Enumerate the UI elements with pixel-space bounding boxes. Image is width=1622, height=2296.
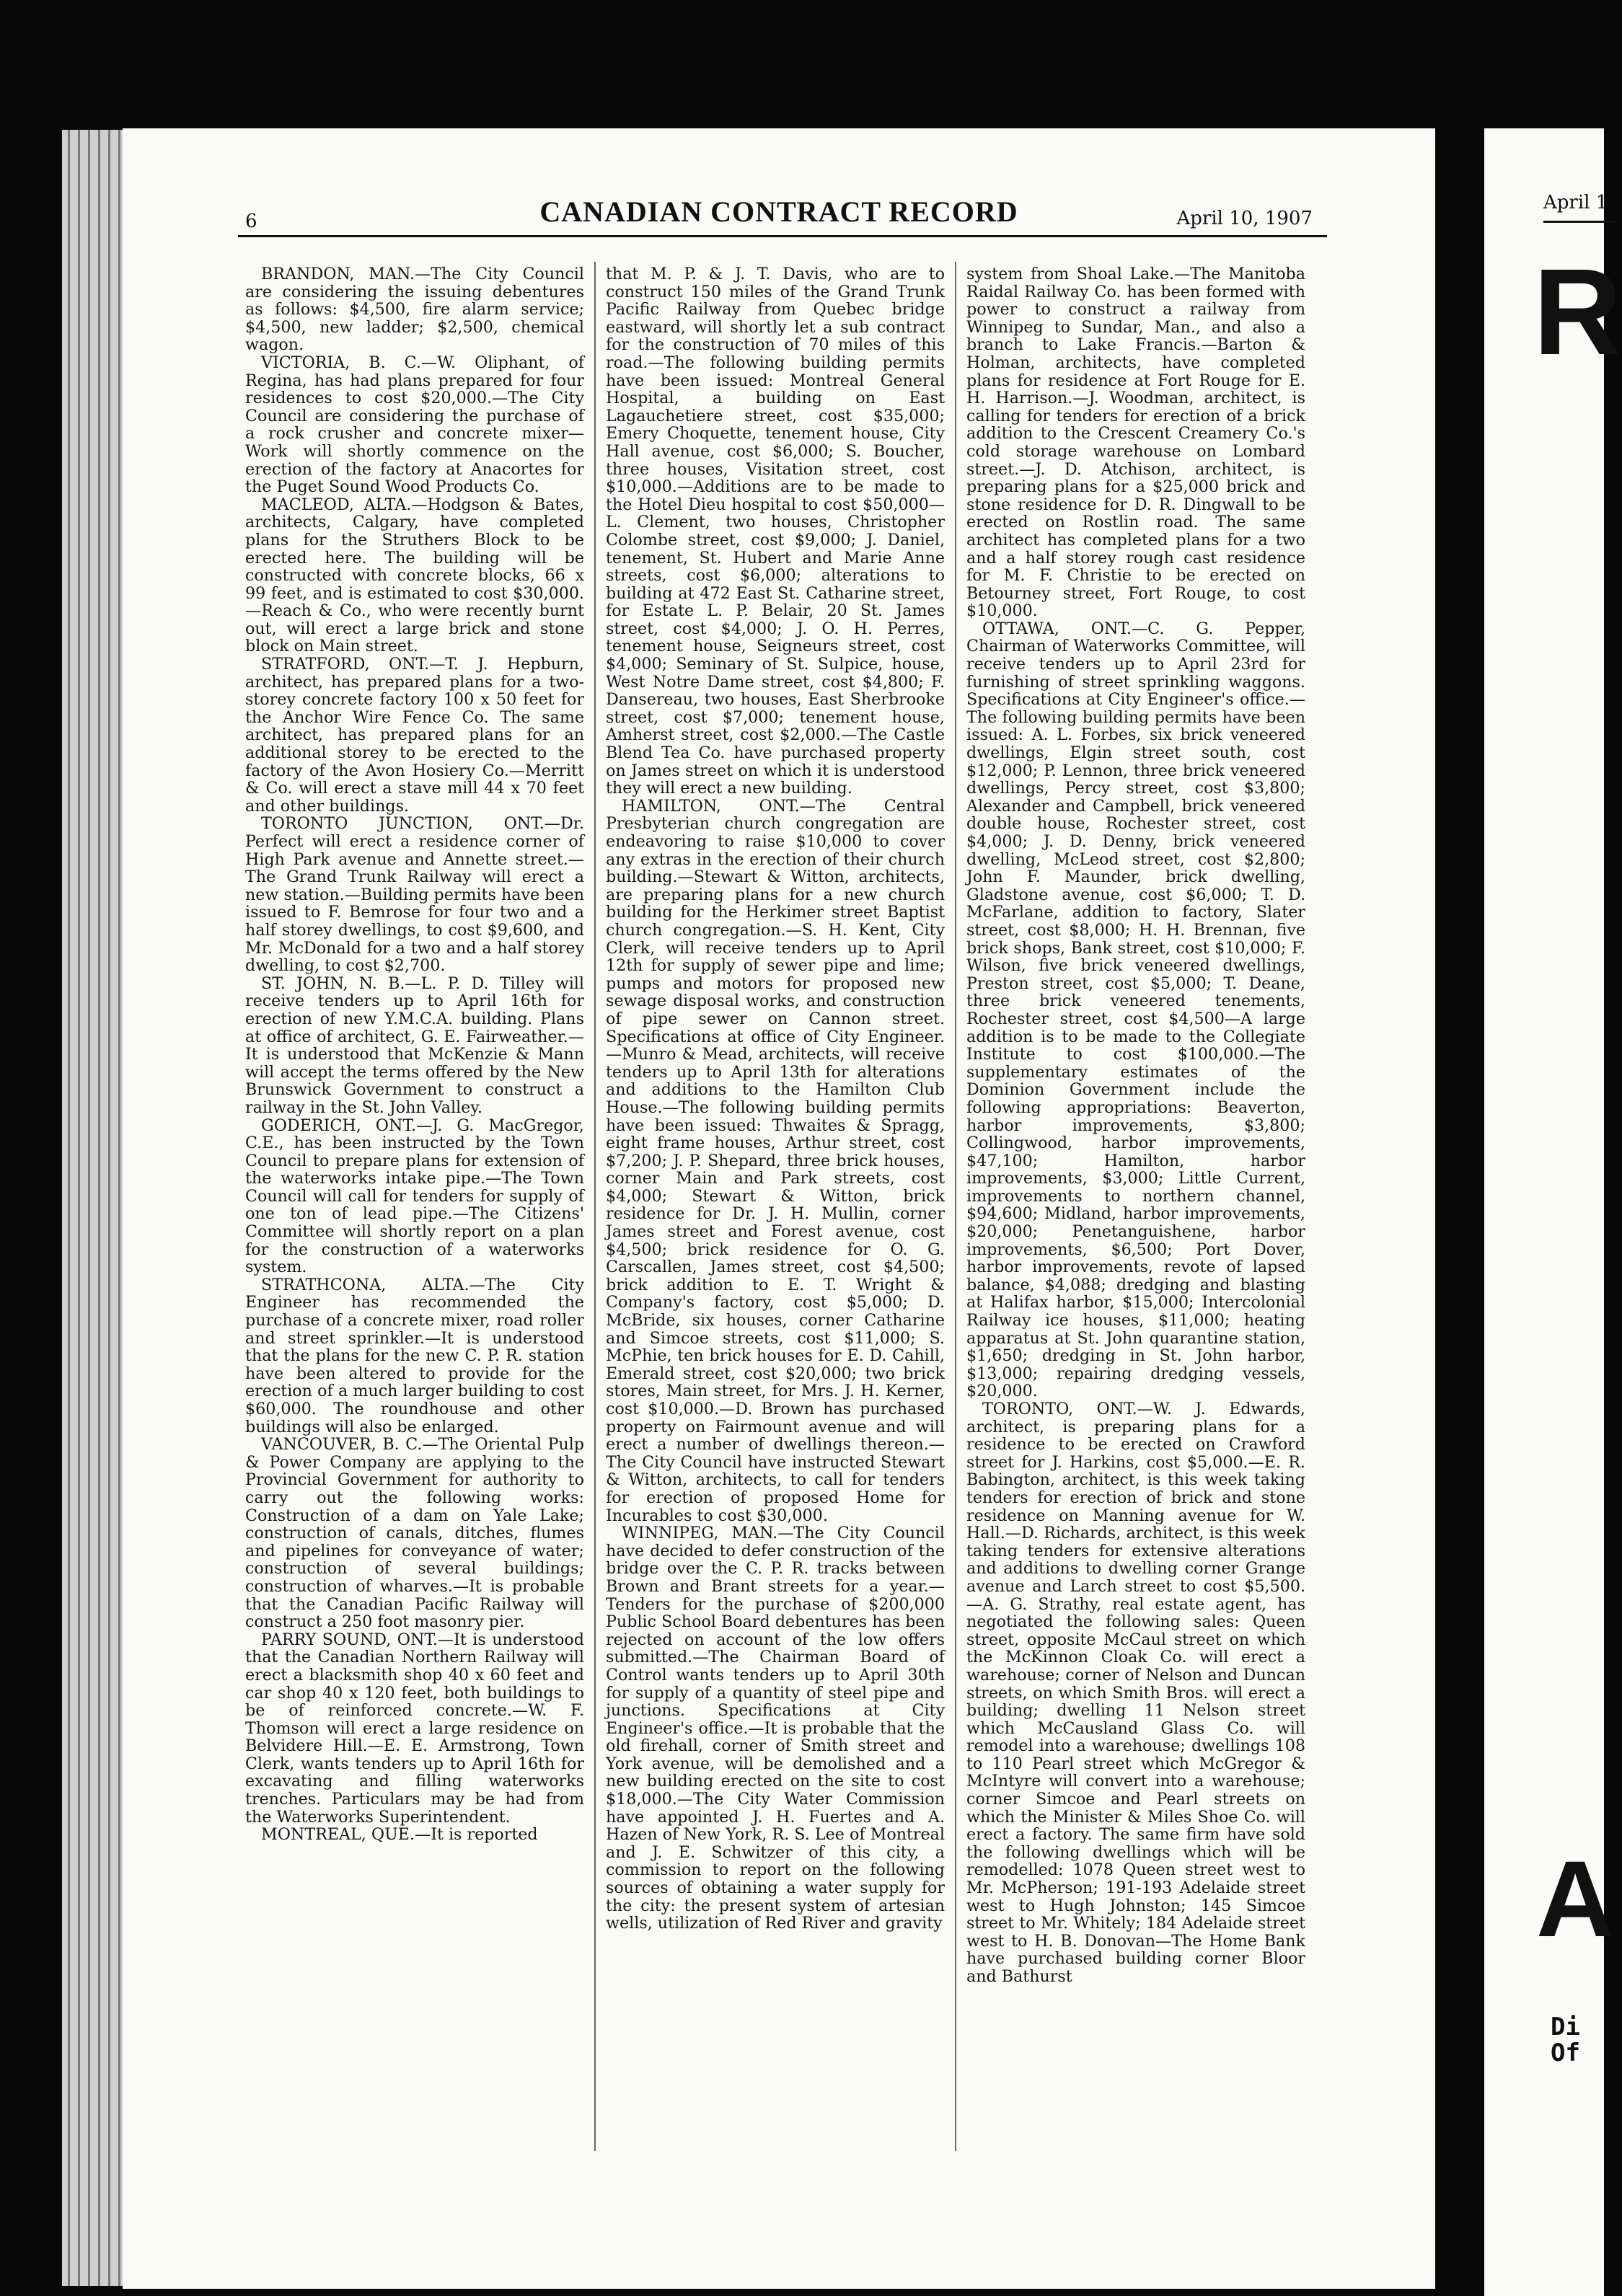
page-stack-edge	[62, 130, 123, 2286]
issue-date: April 10, 1907	[1176, 208, 1313, 229]
header-rule	[238, 235, 1327, 237]
column-rule-2	[955, 262, 956, 2151]
adjacent-page	[1484, 128, 1622, 2296]
main-page	[123, 128, 1435, 2289]
article-victoria: VICTORIA, B. C.—W. Oliphant, of Regina, has had plans prepared for four residences to cost $20,000.—The City Council are considering the purchase of a rock crusher and concrete mixer—Work will shortly commence on the erection of the factory at Anacortes for the Puget Sound Wood Products Co.	[245, 353, 584, 497]
article-macleod: MACLEOD, ALTA.—Hodgson & Bates, architects, Calgary, have completed plans for the Struthers Block to be erected here. The building will be constructed with concrete blocks, 66 x 99 feet, and is estimated to cost $30,000.—Reach & Co., who were recently burnt out, will erect a large brick and stone block on Main street.	[245, 495, 584, 656]
article-ottawa: OTTAWA, ONT.—C. G. Pepper, Chairman of Waterworks Committee, will receive tenders up to April 23rd for furnishing of street sprinkling waggons. Specifications at City Engineer's office.—The following building permits have been issued: A. L. Forbes, six brick veneered dwellings, Elgin street south, cost $12,000; P. Lennon, three brick veneered dwellings, Percy street, cost $3,800; Alexander and Campbell, brick veneered double house, Rochester street, cost $4,000; J. D. Denny, brick veneered dwelling, McLeod street, cost $2,800; John F. Maunder, brick dwelling, Gladstone avenue, cost $6,000; T. D. McFarlane, addition to factory, Slater street, cost $8,000; H. H. Brennan, five brick shops, Bank street, cost $10,000; F. Wilson, five brick veneered dwellings, Preston street, cost $5,000; T. Deane, three brick veneered tenements, Rochester street, cost $4,500—A large addition is to be made to the Collegiate Institute to cost $100,000.—The supplementary estimates of the Dominion Government include the following appropriations: Beaverton, harbor improvements, $3,800; Collingwood, harbor improvements, $47,100; Hamilton, harbor improvements, $3,000; Little Current, improvements to northern channel, $94,600; Midland, harbor improvements, $20,000; Penetanguishene, harbor improvements, $6,500; Port Dover, harbor improvements, revote of lapsed balance, $4,088; dredging and blasting at Halifax harbor, $15,000; Intercolonial Railway ice houses, $11,000; heating apparatus at St. John quarantine station, $1,650; dredging in St. John harbor, $13,000; repairing dredging vessels, $20,000.	[966, 619, 1305, 1401]
article-st-john: ST. JOHN, N. B.—L. P. D. Tilley will receive tenders up to April 16th for erection of new Y.M.C.A. building. Plans at office of architect, G. E. Fairweather.—It is understood that McKenzie & Mann will accept the terms offered by the New Brunswick Government to construct a railway in the St. John Valley.	[245, 973, 584, 1117]
article-winnipeg-cont: system from Shoal Lake.—The Manitoba Raidal Railway Co. has been formed with power to construct a railway from Winnipeg to Sundar, Man., and also a branch to Lake Francis.—Barton & Holman, architects, have completed plans for residence at Fort Rouge for E. H. Harrison.—J. Woodman, architect, is calling for tenders for erection of a brick addition to the Crescent Creamery Co.'s cold storage warehouse on Lombard street.—J. D. Atchison, architect, is preparing plans for a $25,000 brick and stone residence for D. R. Dingwall to be erected on Rostlin road. The same architect has completed plans for a two and a half storey rough cast residence for M. F. Christie to be erected on Betourney street, Fort Rouge, to cost $10,000.	[966, 265, 1305, 621]
article-toronto-junction: TORONTO JUNCTION, ONT.—Dr. Perfect will erect a residence corner of High Park avenue and Annette street.—The Grand Trunk Railway will erect a new station.—Building permits have been issued to F. Bemrose for four two and a half storey dwellings, to cost $9,600, and Mr. McDonald for a two and a half storey dwelling, to cost $2,700.	[245, 814, 584, 976]
article-vancouver: VANCOUVER, B. C.—The Oriental Pulp & Power Company are applying to the Provincial Government for authority to carry out the following works: Construction of a dam on Yale Lake; construction of canals, ditches, flumes and pipelines for conveyance of water; construction of several buildings; construction of wharves.—It is probable that the Canadian Pacific Railway will construct a 250 foot masonry pier.	[245, 1435, 584, 1632]
adjacent-page-date: April 1	[1543, 192, 1608, 213]
article-montreal-start: MONTREAL, QUE.—It is reported	[261, 1825, 538, 1845]
column-1	[245, 265, 584, 1844]
article-montreal-cont: that M. P. & J. T. Davis, who are to construct 150 miles of the Grand Trunk Pacific Railway from Quebec bridge eastward, will shortly let a sub contract for the construction of 70 miles of this road.—The following building permits have been issued: Montreal General Hospital, a building on East Lagauchetiere street, cost $35,000; Emery Choquette, tenement house, City Hall avenue, cost $6,000; S. Boucher, three houses, Visitation street, cost $10,000.—Additions are to be made to the Hotel Dieu hospital to cost $50,000—L. Clement, two houses, Christopher Colombe street, cost $9,000; J. Daniel, tenement, St. Hubert and Marie Anne streets, cost $6,000; alterations to building at 472 East St. Catharine street, for Estate L. P. Belair, 20 St. James street, cost $4,000; J. O. H. Perres, tenement house, Seigneurs street, cost $4,000; Seminary of St. Sulpice, house, West Notre Dame street, cost $4,800; F. Dansereau, two houses, East Sherbrooke street, cost $7,000; tenement house, Amherst street, cost $2,000.—The Castle Blend Tea Co. have purchased property on James street on which it is understood they will erect a new building.	[606, 265, 945, 798]
adjacent-small-text-2: Of	[1551, 2039, 1580, 2067]
article-toronto: TORONTO, ONT.—W. J. Edwards, architect, is preparing plans for a residence to be erected on Crawford street for J. Harkins, cost $5,000.—E. R. Babington, architect, is this week taking tenders for erection of brick and stone residence on Manning avenue for W. Hall.—D. Richards, architect, is this week taking tenders for extensive alterations and additions to dwelling corner Grange avenue and Larch street to cost $5,500.—A. G. Strathy, real estate agent, has negotiated the following sales: Queen street, opposite McCaul street on which the McKinnon Cloak Co. will erect a warehouse; corner of Nelson and Duncan streets, on which Smith Bros. will erect a building; dwelling 11 Nelson street which McCausland Glass Co. will remodel into a warehouse; dwellings 108 to 110 Pearl street which McGregor & McIntyre will convert into a warehouse; corner Simcoe and Pearl streets on which the Minister & Miles Shoe Co. will erect a factory. The same firm have sold the following dwellings which will be remodelled: 1078 Queen street west to Mr. McPherson; 191-193 Adelaide street west to Hugh Johnston; 145 Simcoe street to Mr. Whitely; 184 Adelaide street west to H. B. Donovan—The Home Bank have purchased building corner Bloor and Bathurst	[966, 1400, 1305, 1986]
adjacent-big-letter-a: A	[1536, 1838, 1615, 1959]
adjacent-header-rule	[1543, 221, 1616, 223]
article-strathcona: STRATHCONA, ALTA.—The City Engineer has recommended the purchase of a concrete mixer, road roller and street sprinkler.—It is understood that the plans for the new C. P. R. station have been altered to provide for the erection of a much larger building to cost $60,000. The roundhouse and other buildings will also be enlarged.	[245, 1275, 584, 1436]
column-2	[606, 265, 945, 1933]
column-rule-1	[594, 262, 596, 2151]
journal-title: CANADIAN CONTRACT RECORD	[539, 195, 1018, 228]
article-goderich: GODERICH, ONT.—J. G. MacGregor, C.E., has been instructed by the Town Council to prepare plans for extension of the waterworks intake pipe.—The Town Council will call for tenders for supply of one ton of lead pipe.—The Citizens' Committee will shortly report on a plan for the construction of a waterworks system.	[245, 1116, 584, 1277]
adjacent-small-text-1: Di	[1551, 2013, 1580, 2041]
article-winnipeg: WINNIPEG, MAN.—The City Council have decided to defer construction of the bridge over the C. P. R. tracks between Brown and Brant streets for a year.—Tenders for the purchase of $200,000 Public School Board debentures has been rejected on account of the low offers submitted.—The Chairman Board of Control wants tenders up to April 30th for supply of a quantity of steel pipe and junctions. Specifications at City Engineer's office.—It is probable that the old firehall, corner of Smith street and York avenue, will be demolished and a new building erected on the site to cost $18,000.—The City Water Commission have appointed J. H. Fuertes and A. Hazen of New York, R. S. Lee of Montreal and J. E. Schwitzer of this city, a commission to report on the following sources of obtaining a water supply for the city: the present system of artesian wells, utilization of Red River and gravity	[606, 1524, 945, 1933]
article-stratford: STRATFORD, ONT.—T. J. Hepburn, architect, has prepared plans for a two-storey concrete factory 100 x 50 feet for the Anchor Wire Fence Co. The same architect, has prepared plans for an additional storey to be erected to the factory of the Avon Hosiery Co.—Merritt & Co. will erect a stave mill 44 x 70 feet and other buildings.	[245, 655, 584, 816]
article-hamilton: HAMILTON, ONT.—The Central Presbyterian church congregation are endeavoring to raise $10,000 to cover any extras in the erection of their church building.—Stewart & Witton, architects, are preparing plans for a new church building for the Herkimer street Baptist church congregation.—S. H. Kent, City Clerk, will receive tenders up to April 12th for supply of sewer pipe and lime; pumps and motors for proposed new sewage disposal works, and construction of pipe sewer on Cannon street. Specifications at office of City Engineer.—Munro & Mead, architects, will receive tenders up to April 13th for alterations and additions to the Hamilton Club House.—The following building permits have been issued: Thwaites & Spragg, eight frame houses, Arthur street, cost $7,200; J. P. Shepard, three brick houses, corner Main and Park streets, cost $4,000; Stewart & Witton, brick residence for Dr. J. H. Mullin, corner James street and Forest avenue, cost $4,500; brick residence for O. G. Carscallen, James street, cost $4,500; brick addition to E. T. Wright & Company's factory, cost $5,000; D. McBride, six houses, corner Catharine and Simcoe streets, cost $11,000; S. McPhie, ten brick houses for E. D. Cahill, Emerald street, cost $20,000; two brick stores, Main street, for Mrs. J. H. Kerner, cost $10,000.—D. Brown has purchased property on Fairmount avenue and will erect a number of dwellings thereon.—The City Council have instructed Stewart & Witton, architects, to call for tenders for erection of proposed Home for Incurables to cost $30,000.	[606, 796, 945, 1525]
column-3	[966, 265, 1305, 1986]
article-parry-sound: PARRY SOUND, ONT.—It is understood that the Canadian Northern Railway will erect a blacksmith shop 40 x 60 feet and car shop 40 x 120 feet, both buildings to be of reinforced concrete.—W. F. Thomson will erect a large residence on Belvidere Hill.—E. E. Armstrong, Town Clerk, wants tenders up to April 16th for excavating and filling waterworks trenches. Particulars may be had from the Waterworks Superintendent.	[245, 1630, 584, 1827]
adjacent-big-letter-r: R	[1533, 244, 1622, 381]
article-brandon: BRANDON, MAN.—The City Council are considering the issuing debentures as follows: $4,500, fire alarm service; $4,500, new ladder; $2,500, chemical wagon.	[245, 265, 584, 355]
page-number: 6	[245, 211, 257, 232]
